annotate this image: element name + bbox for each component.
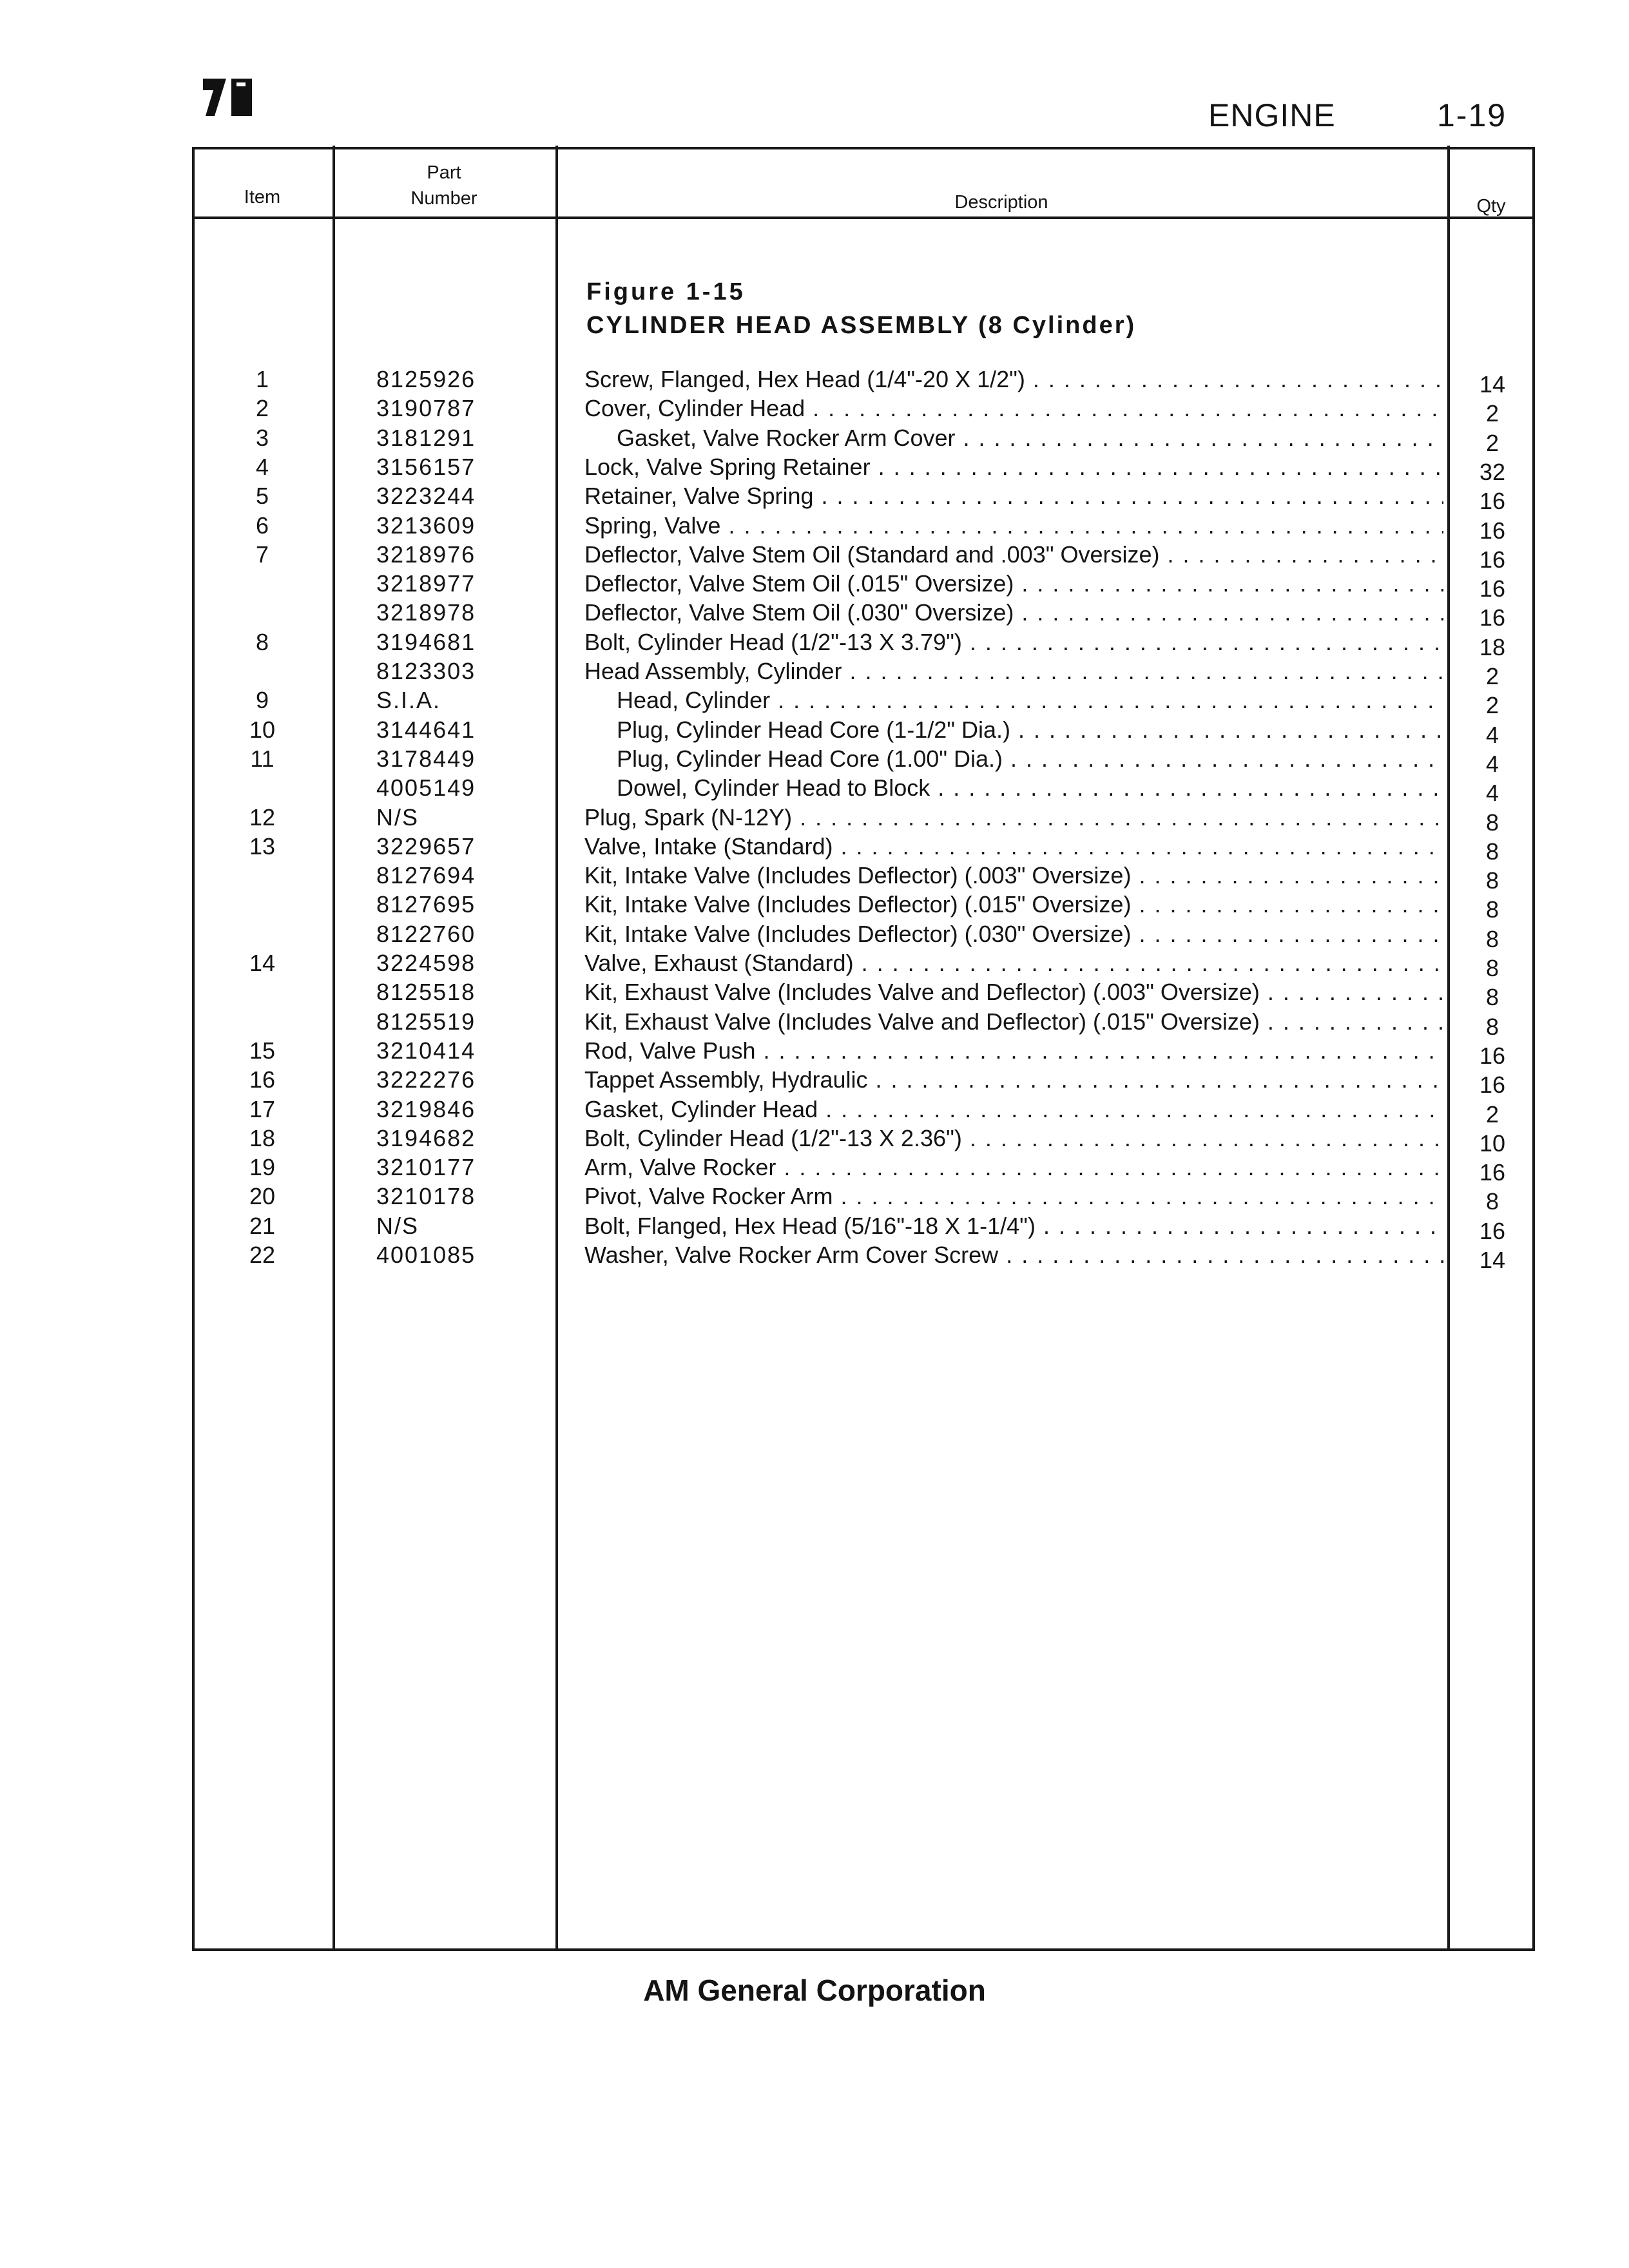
part-number: 8125519: [376, 1008, 476, 1035]
column-header-part-line1: Part: [427, 162, 461, 183]
quantity: 2: [1485, 692, 1499, 719]
part-description: Kit, Exhaust Valve (Includes Valve and Deflector) (.015" Oversize) . . .: [584, 1007, 1443, 1037]
part-number: 4001085: [376, 1242, 476, 1268]
table-row: [0, 832, 1629, 865]
quantity: 4: [1485, 780, 1499, 807]
part-description: Kit, Intake Valve (Includes Deflector) (.015" Oversize) . . .: [584, 890, 1443, 919]
part-number: 3222276: [376, 1066, 476, 1093]
quantity: 14: [1479, 371, 1506, 398]
part-description: Lock, Valve Spring Retainer . . .: [584, 452, 1443, 482]
part-description: Deflector, Valve Stem Oil (Standard and .003" Oversize) . . .: [584, 540, 1443, 570]
part-description: Screw, Flanged, Hex Head (1/4"-20 X 1/2") . . .: [584, 365, 1443, 394]
part-description: Bolt, Cylinder Head (1/2"-13 X 3.79") . . .: [584, 628, 1443, 657]
table-row: [0, 715, 1629, 748]
header-rule: [192, 216, 1535, 219]
item-number: 21: [249, 1212, 276, 1239]
item-number: 15: [249, 1037, 276, 1064]
table-row: [0, 803, 1629, 836]
item-number: 12: [249, 803, 276, 831]
quantity: 8: [1485, 925, 1499, 952]
part-number: N/S: [376, 803, 419, 831]
part-number: 3218976: [376, 541, 476, 568]
column-header-item: Item: [244, 187, 281, 207]
part-description: Cover, Cylinder Head . . .: [584, 394, 1443, 423]
item-number: 19: [249, 1154, 276, 1181]
table-row: [0, 540, 1629, 573]
table-row: [0, 890, 1629, 923]
part-description: Kit, Intake Valve (Includes Deflector) (.003" Oversize) . . .: [584, 861, 1443, 890]
footer-company: AM General Corporation: [643, 1974, 986, 2007]
quantity: 8: [1485, 896, 1499, 923]
part-description: Plug, Cylinder Head Core (1-1/2" Dia.) . . .: [617, 715, 1443, 745]
table-row: [0, 423, 1629, 456]
item-number: 5: [255, 483, 269, 510]
part-description: Head, Cylinder . . .: [617, 686, 1443, 715]
part-number: 3229657: [376, 832, 476, 860]
part-description: Head Assembly, Cylinder . . .: [584, 657, 1443, 686]
part-number: 4005149: [376, 774, 476, 802]
part-number: N/S: [376, 1212, 419, 1239]
table-row: [0, 657, 1629, 689]
table-row: [0, 628, 1629, 660]
part-description: Retainer, Valve Spring . . .: [584, 481, 1443, 511]
item-number: 16: [249, 1066, 276, 1093]
item-number: 10: [249, 716, 276, 743]
quantity: 16: [1479, 1159, 1506, 1186]
quantity: 16: [1479, 488, 1506, 515]
table-row: [0, 1007, 1629, 1040]
part-number: 3181291: [376, 424, 476, 451]
item-number: 4: [255, 453, 269, 480]
quantity: 4: [1485, 750, 1499, 777]
table-row: [0, 1240, 1629, 1273]
quantity: 8: [1485, 984, 1499, 1011]
table-row: [0, 861, 1629, 894]
part-number: 3213609: [376, 512, 476, 539]
part-number: 3156157: [376, 453, 476, 480]
part-description: Kit, Intake Valve (Includes Deflector) (.030" Oversize) . . .: [584, 919, 1443, 949]
part-description: Bolt, Flanged, Hex Head (5/16"-18 X 1-1/4") . . .: [584, 1211, 1443, 1241]
page-number: 1-19: [1437, 97, 1507, 133]
part-description: Deflector, Valve Stem Oil (.015" Oversize) . . .: [584, 569, 1443, 599]
column-header-qty: Qty: [1476, 196, 1506, 216]
part-number: 3219846: [376, 1095, 476, 1122]
part-number: S.I.A.: [376, 687, 441, 714]
table-row: [0, 919, 1629, 952]
part-description: Dowel, Cylinder Head to Block . . .: [617, 773, 1443, 803]
quantity: 8: [1485, 838, 1499, 865]
item-number: 3: [255, 424, 269, 451]
part-number: 3218978: [376, 599, 476, 626]
part-number: 3144641: [376, 716, 476, 743]
table-row: [0, 598, 1629, 631]
table-row: [0, 1065, 1629, 1099]
quantity: 14: [1479, 1247, 1506, 1273]
table-row: [0, 365, 1629, 398]
item-number: 6: [255, 512, 269, 539]
part-description: Kit, Exhaust Valve (Includes Valve and Deflector) (.003" Oversize) . . .: [584, 977, 1443, 1007]
quantity: 8: [1485, 1188, 1499, 1215]
table-row: [0, 977, 1629, 1011]
part-description: Arm, Valve Rocker . . .: [584, 1153, 1443, 1182]
table-row: [0, 948, 1629, 981]
part-description: Plug, Cylinder Head Core (1.00" Dia.) . . .: [617, 744, 1443, 774]
part-description: Deflector, Valve Stem Oil (.030" Oversize) . . .: [584, 598, 1443, 628]
table-row: [0, 569, 1629, 602]
part-description: Pivot, Valve Rocker Arm . . .: [584, 1182, 1443, 1211]
part-number: 3190787: [376, 395, 476, 422]
part-description: Gasket, Cylinder Head . . .: [584, 1095, 1443, 1124]
item-number: 2: [255, 395, 269, 422]
quantity: 16: [1479, 575, 1506, 602]
part-description: Tappet Assembly, Hydraulic . . .: [584, 1065, 1443, 1095]
part-number: 3224598: [376, 950, 476, 976]
quantity: 32: [1479, 458, 1506, 485]
table-row: [0, 1095, 1629, 1128]
part-number: 8122760: [376, 920, 476, 947]
part-number: 3178449: [376, 745, 476, 772]
quantity: 16: [1479, 1217, 1506, 1244]
quantity: 16: [1479, 517, 1506, 544]
part-number: 3218977: [376, 570, 476, 597]
quantity: 2: [1485, 400, 1499, 427]
part-number: 3210178: [376, 1183, 476, 1210]
item-number: 20: [249, 1183, 276, 1210]
part-description: Valve, Exhaust (Standard) . . .: [584, 948, 1443, 978]
item-number: 17: [249, 1095, 276, 1122]
item-number: 22: [249, 1242, 276, 1268]
item-number: 14: [249, 950, 276, 976]
part-number: 8123303: [376, 658, 476, 684]
quantity: 16: [1479, 1072, 1506, 1099]
table-row: [0, 511, 1629, 544]
part-description: Spring, Valve . . .: [584, 511, 1443, 541]
quantity: 16: [1479, 604, 1506, 631]
quantity: 2: [1485, 1100, 1499, 1128]
table-row: [0, 744, 1629, 777]
item-number: 1: [255, 366, 269, 392]
column-header-description: Description: [954, 192, 1048, 213]
table-row: [0, 481, 1629, 515]
part-number: 3223244: [376, 483, 476, 510]
part-description: Valve, Intake (Standard) . . .: [584, 832, 1443, 861]
quantity: 4: [1485, 721, 1499, 748]
quantity: 16: [1479, 546, 1506, 573]
quantity: 8: [1485, 1013, 1499, 1040]
quantity: 8: [1485, 955, 1499, 981]
part-description: Plug, Spark (N-12Y) . . .: [584, 803, 1443, 832]
table-row: [0, 452, 1629, 485]
item-number: 18: [249, 1124, 276, 1151]
figure-label: Figure 1-15: [586, 278, 746, 305]
item-number: 9: [255, 687, 269, 714]
table-row: [0, 1124, 1629, 1157]
part-description: Bolt, Cylinder Head (1/2"-13 X 2.36") . . .: [584, 1124, 1443, 1153]
table-row: [0, 1153, 1629, 1186]
table-row: [0, 1182, 1629, 1215]
quantity: 16: [1479, 1042, 1506, 1069]
table-row: [0, 394, 1629, 427]
part-number: 8125518: [376, 979, 476, 1006]
part-description: Washer, Valve Rocker Arm Cover Screw . . .: [584, 1240, 1443, 1270]
quantity: 2: [1485, 429, 1499, 456]
part-number: 3210177: [376, 1154, 476, 1181]
table-row: [0, 1211, 1629, 1244]
part-number: 3194682: [376, 1124, 476, 1151]
quantity: 8: [1485, 867, 1499, 894]
am-general-logo: [203, 76, 255, 116]
table-row: [0, 686, 1629, 719]
item-number: 8: [255, 628, 269, 655]
quantity: 18: [1479, 633, 1506, 660]
column-header-part-line2: Number: [410, 188, 477, 209]
part-number: 3194681: [376, 628, 476, 655]
item-number: 13: [249, 832, 276, 860]
quantity: 2: [1485, 663, 1499, 689]
assembly-title: CYLINDER HEAD ASSEMBLY (8 Cylinder): [586, 312, 1137, 339]
table-row: [0, 1036, 1629, 1069]
table-row: [0, 773, 1629, 807]
part-description: Gasket, Valve Rocker Arm Cover . . .: [617, 423, 1443, 453]
part-number: 8127694: [376, 862, 476, 889]
quantity: 10: [1479, 1129, 1506, 1157]
section-title: ENGINE: [1208, 97, 1336, 133]
part-number: 8125926: [376, 366, 476, 392]
item-number: 7: [255, 541, 269, 568]
item-number: 11: [250, 745, 275, 772]
part-number: 8127695: [376, 891, 476, 918]
quantity: 8: [1485, 809, 1499, 836]
part-number: 3210414: [376, 1037, 476, 1064]
part-description: Rod, Valve Push . . .: [584, 1036, 1443, 1066]
